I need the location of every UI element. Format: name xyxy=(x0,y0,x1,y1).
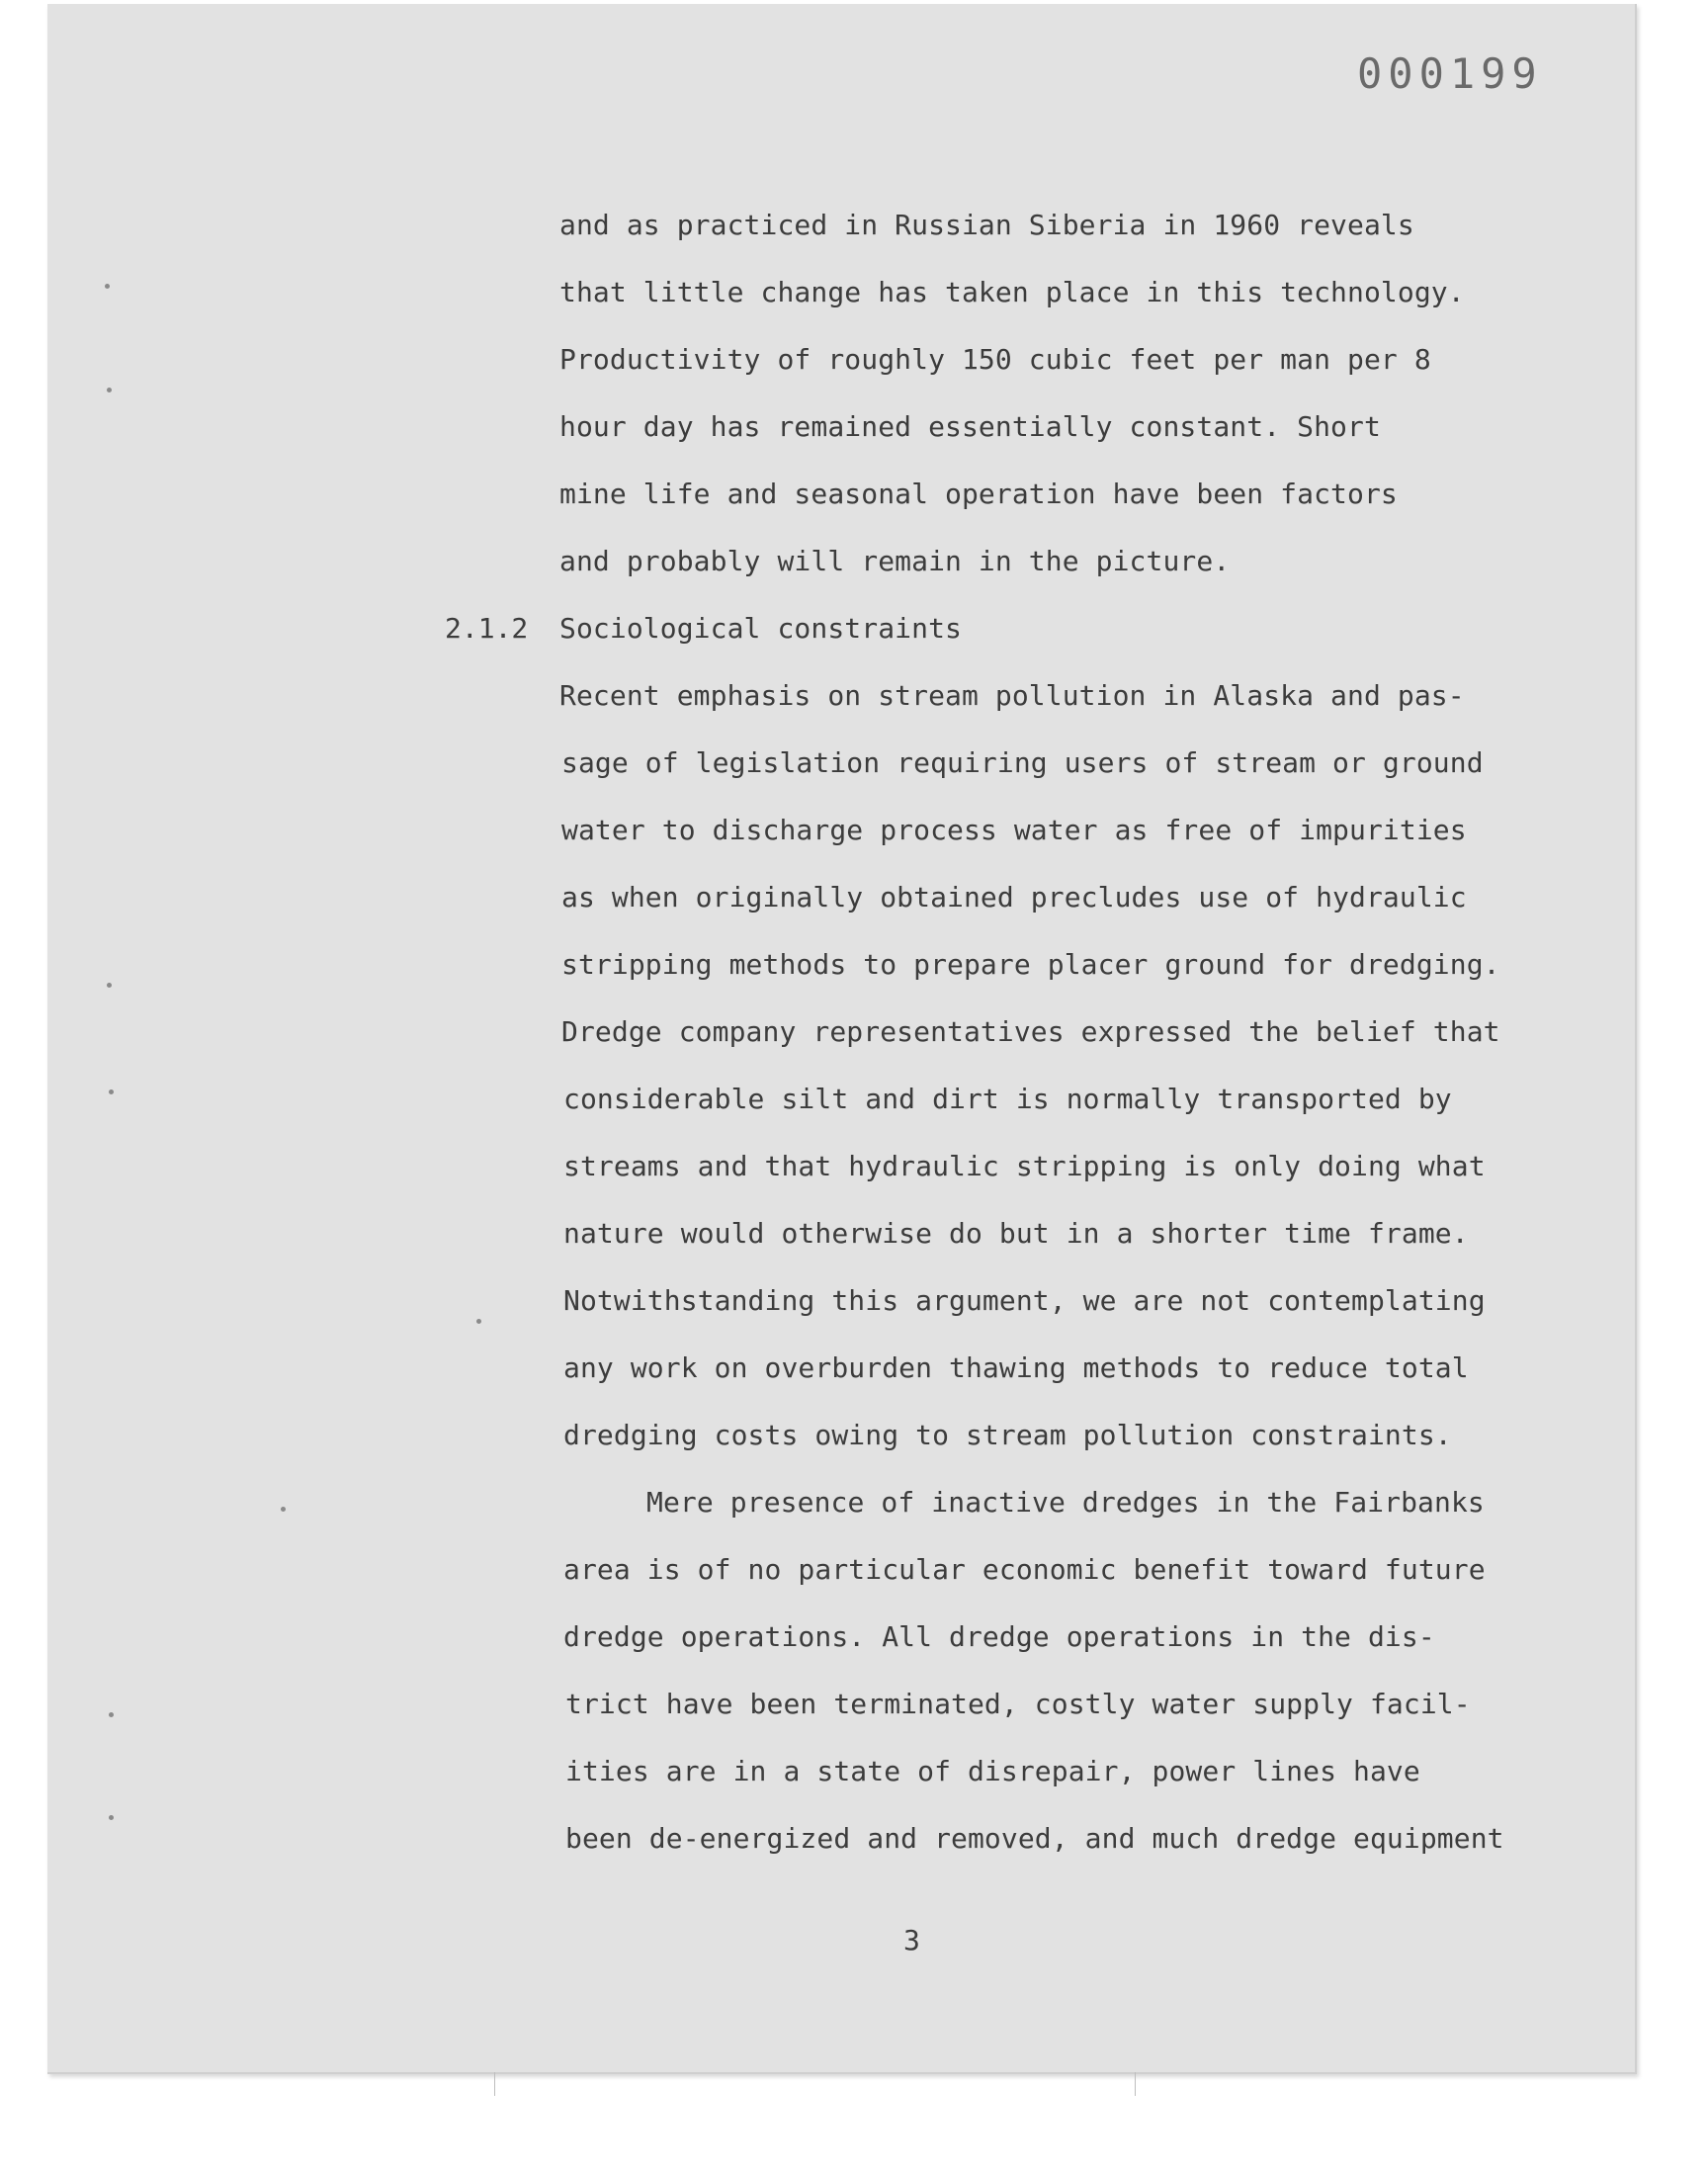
text-line: Mere presence of inactive dredges in the Fairbanks xyxy=(646,1486,1485,1519)
text-line: area is of no particular economic benefit toward future xyxy=(563,1553,1486,1586)
scan-speck xyxy=(107,388,112,392)
scan-speck xyxy=(109,1815,114,1820)
scan-speck xyxy=(109,1712,114,1717)
text-line: as when originally obtained precludes use of hydraulic xyxy=(561,881,1467,914)
scan-speck xyxy=(281,1507,286,1512)
text-line: and probably will remain in the picture. xyxy=(559,545,1231,577)
page-stamp: 000199 xyxy=(1357,49,1543,98)
text-line: water to discharge process water as free of impurities xyxy=(561,814,1467,846)
text-line: and as practiced in Russian Siberia in 1960 reveals xyxy=(559,209,1414,241)
section-title: Sociological constraints xyxy=(559,612,962,645)
text-line: Recent emphasis on stream pollution in Alaska and pas- xyxy=(559,679,1465,712)
scan-speck xyxy=(105,284,110,289)
text-line: considerable silt and dirt is normally transported by xyxy=(563,1083,1452,1115)
text-line: been de-energized and removed, and much dredge equipment xyxy=(565,1822,1504,1855)
text-line: hour day has remained essentially constant. Short xyxy=(559,410,1381,443)
section-number: 2.1.2 xyxy=(445,612,529,645)
text-line: sage of legislation requiring users of stream or ground xyxy=(561,746,1484,779)
text-line: streams and that hydraulic stripping is only doing what xyxy=(563,1150,1486,1182)
scan-tick xyxy=(1135,2072,1136,2096)
text-line: that little change has taken place in this technology. xyxy=(559,276,1465,308)
text-line: mine life and seasonal operation have been factors xyxy=(559,478,1398,510)
page-number: 3 xyxy=(903,1924,920,1957)
text-line: trict have been terminated, costly water supply facil- xyxy=(565,1688,1471,1720)
text-line: stripping methods to prepare placer ground for dredging. xyxy=(561,948,1500,981)
scan-speck xyxy=(476,1319,481,1324)
document-page xyxy=(47,4,1637,2074)
text-line: ities are in a state of disrepair, power lines have xyxy=(565,1755,1420,1787)
scan-speck xyxy=(107,983,112,988)
text-line: dredge operations. All dredge operations in the dis- xyxy=(563,1620,1435,1653)
scan-speck xyxy=(109,1089,114,1094)
text-line: Dredge company representatives expressed the belief that xyxy=(561,1015,1500,1048)
text-line: nature would otherwise do but in a shorter time frame. xyxy=(563,1217,1469,1250)
text-line: Notwithstanding this argument, we are not contemplating xyxy=(563,1284,1486,1317)
text-line: Productivity of roughly 150 cubic feet per man per 8 xyxy=(559,343,1431,376)
text-line: any work on overburden thawing methods to reduce total xyxy=(563,1351,1469,1384)
scan-tick xyxy=(494,2072,495,2096)
text-line: dredging costs owing to stream pollution constraints. xyxy=(563,1419,1452,1451)
